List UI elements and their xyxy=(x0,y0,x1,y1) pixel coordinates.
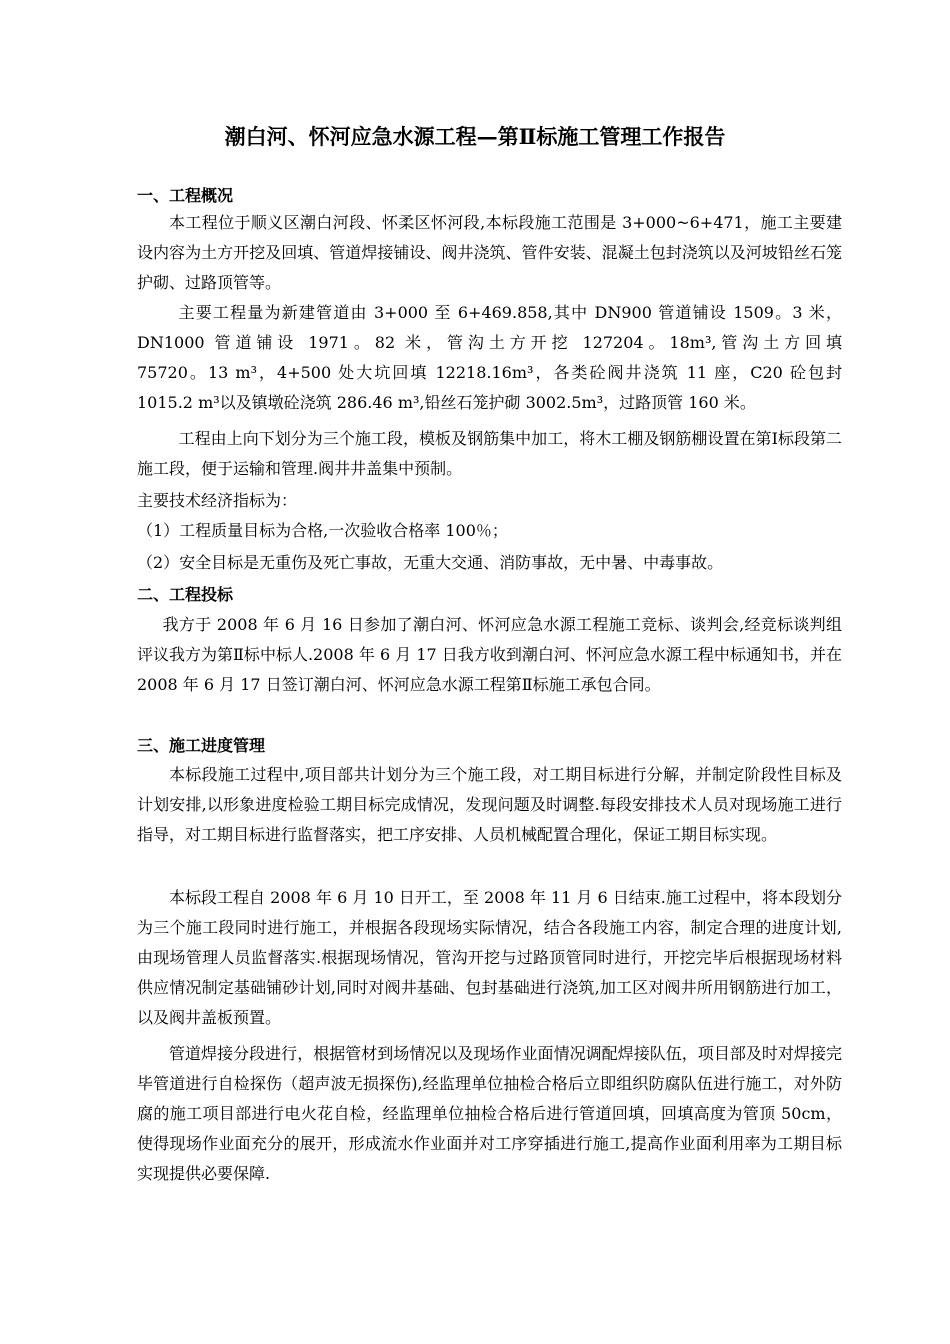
bidding-paragraph-1: 我方于 2008 年 6 月 16 日参加了潮白河、怀河应急水源工程施工竞标、谈判会,经竞标谈判组评议我方为第Ⅱ标中标人.2008 年 6 月 17 日我方收到潮白河、怀河应急水源工程中标通知书，并在 2008 年 6 月 17 日签订潮白河、怀河应急水源工程第Ⅱ标施工承包合同。 xyxy=(137,615,842,694)
overview-indicator-quality: （1）工程质量目标为合格,一次验收合格率 100％； xyxy=(137,521,508,540)
overview-paragraph-2-line: 主要工程量为新建管道由 3+000 至 6+469.858,其中 DN900 管道铺设 1509。3 米， xyxy=(178,303,842,322)
overview-paragraph-3: 工程由上向下划分为三个施工段，模板及钢筋集中加工，将木工棚及钢筋棚设置在第Ⅰ标段第二施工段，便于运输和管理.阀井井盖集中预制。 xyxy=(137,429,842,478)
schedule-paragraph-2: 本标段工程自 2008 年 6 月 10 日开工，至 2008 年 11 月 6 日结束.施工过程中，将本段划分为三个施工段同时进行施工，并根据各段现场实际情况，结合各段施工内容，制定合理的进度计划,由现场管理人员监督落实.根据现场情况，管沟开挖与过路顶管同时进行，开挖完毕后根据现场材料供应情况制定基础铺砂计划,同时对阀井基础、包封基础进行浇筑,加工区对阀井所用钢筋进行加工，以及阀井盖板预置。 xyxy=(137,888,842,1027)
overview-indicators-intro: 主要技术经济指标为： xyxy=(137,491,298,510)
overview-paragraph-2-line: 75720。13 m³，4+500 处大坑回填 12218.16m³，各类砼阀井浇筑 11 座，C20 砼包封 xyxy=(137,363,842,382)
schedule-paragraph-3: 管道焊接分段进行，根据管材到场情况以及现场作业面情况调配焊接队伍，项目部及时对焊接完毕管道进行自检探伤（超声波无损探伤),经监理单位抽检合格后立即组织防腐队伍进行施工，对外防腐的施工项目部进行电火花自检，经监理单位抽检合格后进行管道回填，回填高度为管顶 50cm，使得现场作业面充分的展开，形成流水作业面并对工序穿插进行施工,提高作业面利用率为工期目标实现提供必要保障. xyxy=(137,1044,842,1183)
schedule-paragraph-1: 本标段施工过程中,项目部共计划分为三个施工段，对工期目标进行分解，并制定阶段性目标及计划安排,以形象进度检验工期目标完成情况，发现问题及时调整.每段安排技术人员对现场施工进行指导，对工期目标进行监督落实，把工序安排、人员机械配置合理化，保证工期目标实现。 xyxy=(137,765,842,844)
overview-paragraph-2 xyxy=(137,298,842,418)
overview-paragraph-2-line: DN1000 管道铺设 1971。82 米，管沟土方开挖 127204。18m³,管沟土方回填 xyxy=(137,333,842,352)
section-heading-overview: 一、工程概况 xyxy=(137,186,234,205)
overview-paragraph-1: 本工程位于顺义区潮白河段、怀柔区怀河段,本标段施工范围是 3+000~6+471，施工主要建设内容为土方开挖及回填、管道焊接铺设、阀井浇筑、管件安装、混凝土包封浇筑以及河坡铅丝石笼护砌、过路顶管等。 xyxy=(137,213,842,292)
overview-indicator-safety: （2）安全目标是无重伤及死亡事故，无重大交通、消防事故，无中暑、中毒事故。 xyxy=(137,553,724,572)
section-heading-schedule: 三、施工进度管理 xyxy=(137,736,266,755)
section-heading-bidding: 二、工程投标 xyxy=(137,585,234,604)
overview-paragraph-2-line: 1015.2 m³以及镇墩砼浇筑 286.46 m³,铅丝石笼护砌 3002.5m³，过路顶管 160 米。 xyxy=(137,393,756,412)
document-title: 潮白河、怀河应急水源工程—第Ⅱ标施工管理工作报告 xyxy=(224,124,726,149)
